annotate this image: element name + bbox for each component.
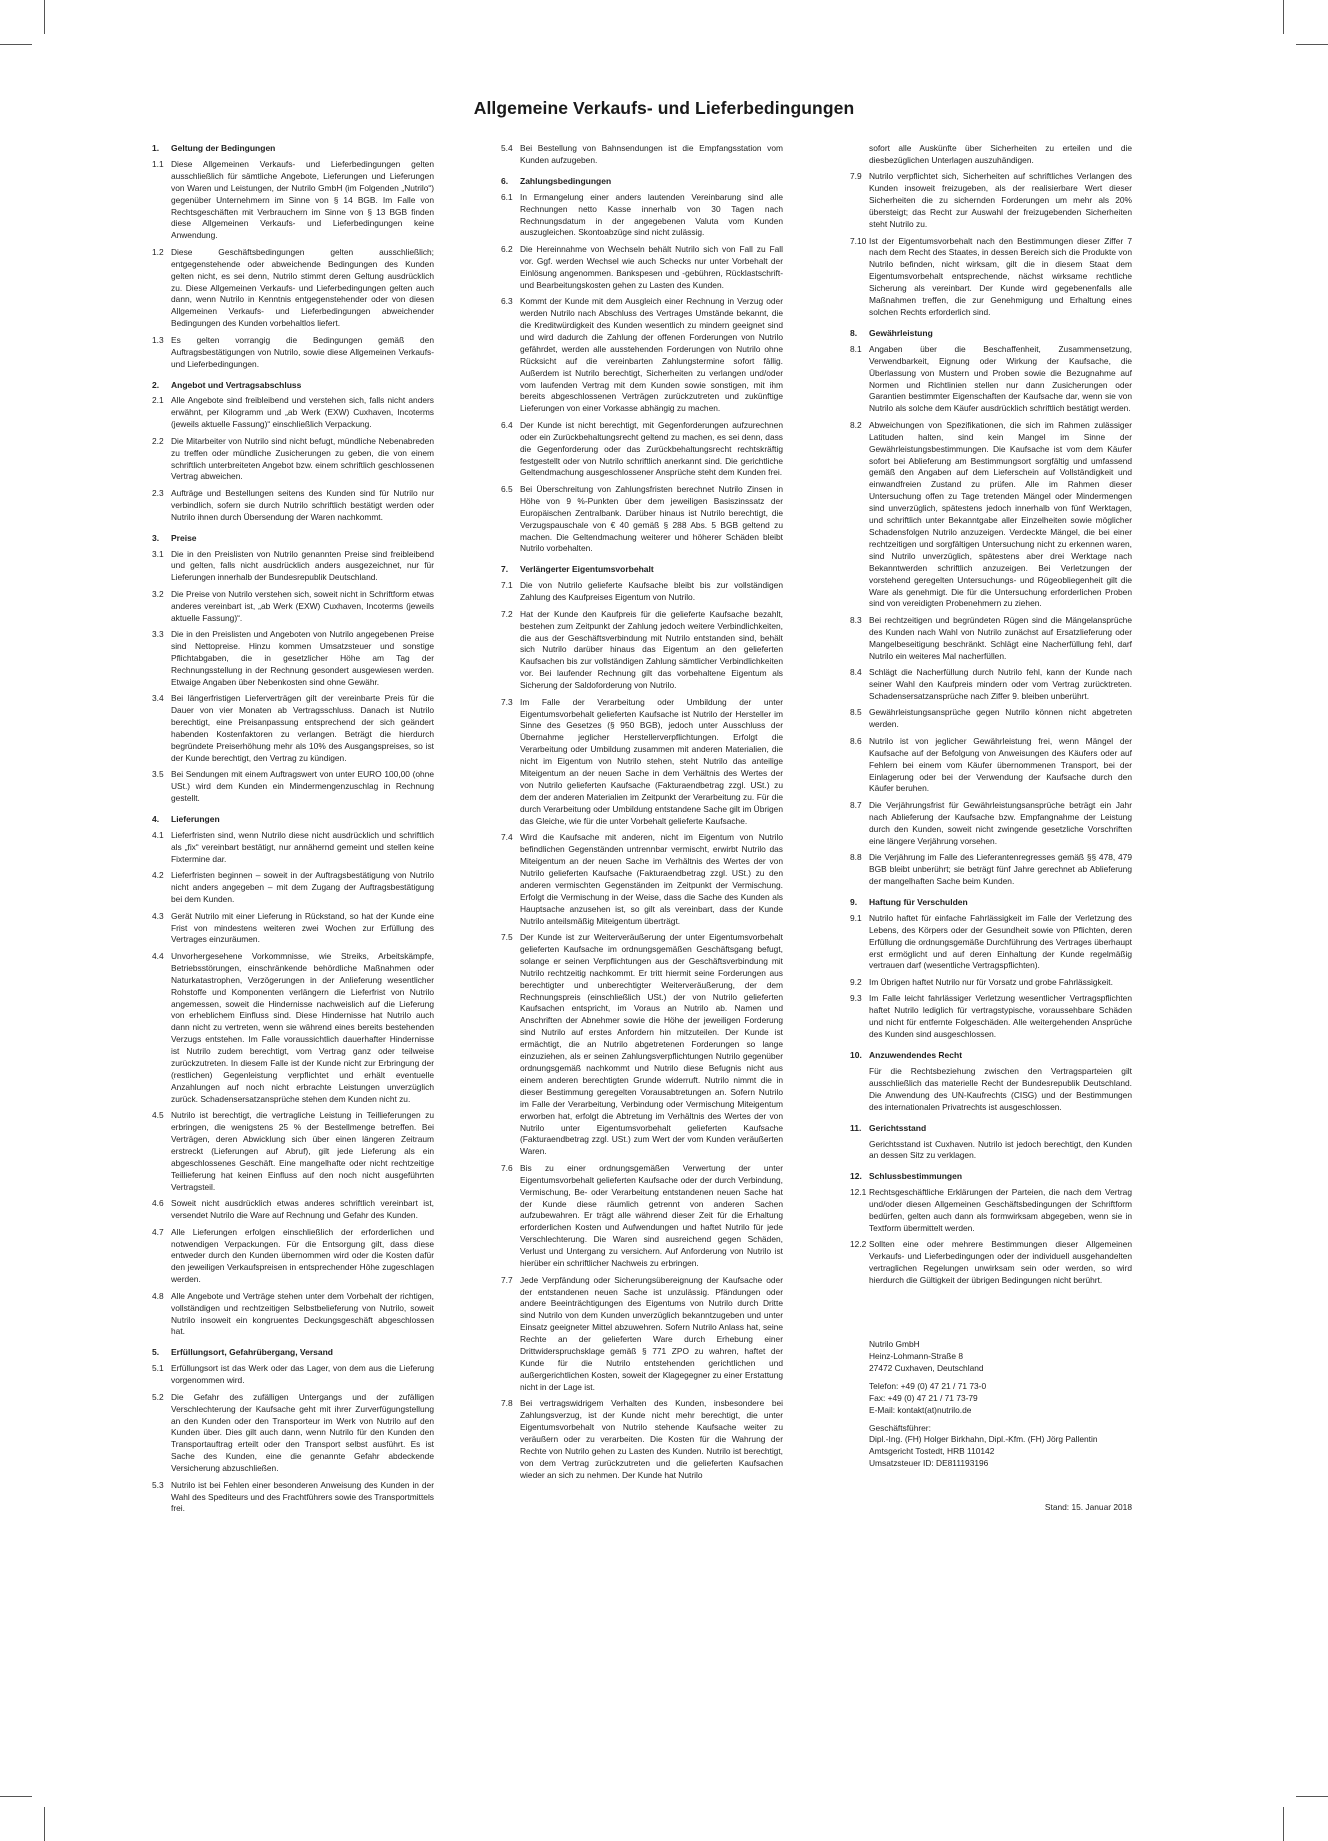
clause-number: 8.4 xyxy=(850,667,862,678)
section-heading xyxy=(152,533,434,545)
section-title: Geltung der Bedingungen xyxy=(171,143,276,153)
company-info xyxy=(850,1339,1132,1470)
clause-text: Der Kunde ist zur Weiterveräußerung der unter Eigentumsvorbehalt gelieferten Kaufsache im ordnungsgemäßen Geschäftsgang befugt, solange er seinen Verpflichtungen aus der Geschäftsverbindung mit Nutrilo rechtzeitig nachkommt. Er tritt hiermit seine Forderungen aus berechtigter und unberechtigter Weiterveräußerung, der dem Rechnungspreis (einschließlich USt.) der von Nutrilo gelieferten Kaufsachen entspricht, im Voraus an Nutrilo ab. Namen und Anschriften der Abnehmer sowie die Höhe der jeweiligen Forderung sind Nutrilo auf erstes Anfordern hin mitzuteilen. Der Kunde ist ermächtigt, die an Nutrilo abgetretenen Forderungen so lange einzuziehen, als er seinen Zahlungsverpflichtungen Nutrilo gegenüber ordnungsgemäß nachkommt und Nutrilo diese Befugnis nicht aus einem anderen berechtigten Grunde widerruft. Nutrilo nimmt die in dieser Bestimmung geregelten Vorausabtretungen an. Sofern Nutrilo im Falle der Verarbeitung, Verbindung oder Vermischung Miteigentum erworben hat, erfolgt die Abtretung im Verhältnis des Wertes der von Nutrilo unter Eigentumsvorbehalt gelieferten Kaufsache (Fakturaendbetrag zzgl. USt.) zum Wert der vom Kunden veräußerten Waren. xyxy=(520,932,783,1157)
clause-number: 5.2 xyxy=(152,1391,164,1402)
clause-number: 6.2 xyxy=(501,243,513,254)
clause-number xyxy=(850,1066,869,1114)
clause xyxy=(850,913,1132,973)
clause-number: 2.1 xyxy=(152,395,164,406)
text-column-1 xyxy=(152,143,434,1520)
clause xyxy=(152,1480,434,1516)
clause-number: 1.1 xyxy=(152,158,164,169)
clause-number: 7.1 xyxy=(501,580,513,591)
clause xyxy=(501,609,783,692)
section-title: Preise xyxy=(171,532,197,543)
clause xyxy=(501,697,783,828)
clause-number: 5.1 xyxy=(152,1363,164,1374)
company-street: Heinz-Lohmann-Straße 8 xyxy=(869,1350,964,1361)
clause-text: Nutrilo ist berechtigt, die vertragliche Leistung in Teillieferungen zu erbringen, die wenigstens 25 % der Bestellmenge betreffen. Bei Verträgen, deren Abwicklung sich über einen längeren Zeitraum erstreckt (Lieferungen auf Abruf), gilt jede Lieferung als ein abgeschlossenes Geschäft. Eine mangelhafte oder nicht rechtzeitige Teillieferung hat keinen Einfluss auf den noch nicht ausgeführten Vertragsteil. xyxy=(171,1110,434,1192)
clause-number: 3.1 xyxy=(152,548,164,559)
clause-number: 3. xyxy=(152,532,160,543)
clause-text: Bei Überschreitung von Zahlungsfristen berechnet Nutrilo Zinsen in Höhe von 9 %-Punkten über dem jeweiligen Basiszinssatz der Europäischen Zentralbank. Darüber hinaus ist Nutrilo berechtigt, die Verzugspauschale von € 40 gemäß § 288 Abs. 5 BGB geltend zu machen. Die Geltendmachung weiterer und höherer Schäden bleibt Nutrilo vorbehalten. xyxy=(520,483,783,554)
clause xyxy=(850,1239,1132,1287)
section-title: Haftung für Verschulden xyxy=(869,896,968,907)
crop-mark xyxy=(0,44,32,45)
clause xyxy=(152,830,434,866)
clause-text: Gerichtsstand ist Cuxhaven. Nutrilo ist jedoch berechtigt, den Kunden an dessen Sitz zu verklagen. xyxy=(869,1138,1132,1161)
clause-text: Wird die Kaufsache mit anderen, nicht im Eigentum von Nutrilo befindlichen Gegenständen untrennbar vermischt, erwirbt Nutrilo das Miteigentum an der neuen Sache im Verhältnis des Wertes der von Nutrilo gelieferten Kaufsache (Fakturaendbetrag zzgl. USt.) zu den anderen vermischten Gegenständen im Zeitpunkt der Vermischung. Erfolgt die Vermischung in der Weise, dass die Sache des Kunden als Hauptsache anzusehen ist, so gilt als vereinbart, dass der Kunde Nutrilo anteilsmäßig Miteigentum überträgt. xyxy=(520,832,783,926)
clause-number: 6.1 xyxy=(501,191,513,202)
clause xyxy=(501,420,783,480)
section-title: Erfüllungsort, Gefahrübergang, Versand xyxy=(171,1347,333,1358)
clause-number: 3.2 xyxy=(152,588,164,599)
clause-number: 7.9 xyxy=(850,171,862,182)
clause xyxy=(850,615,1132,663)
clause xyxy=(152,589,434,625)
clause-number: 4.7 xyxy=(152,1226,164,1237)
company-email: E-Mail: kontakt(at)nutrilo.de xyxy=(869,1404,972,1415)
company-city: 27472 Cuxhaven, Deutschland xyxy=(869,1362,984,1373)
clause xyxy=(152,159,434,242)
section-title: Anzuwendendes Recht xyxy=(869,1050,963,1061)
clause xyxy=(152,1198,434,1222)
section-title: Verlängerter Eigentumsvorbehalt xyxy=(520,564,654,575)
clause-number: 6.5 xyxy=(501,483,513,494)
clause-number: 1.2 xyxy=(152,246,164,257)
clause-number: 5.3 xyxy=(152,1479,164,1490)
clause xyxy=(501,832,783,927)
section-heading xyxy=(850,328,1132,340)
clause-number: 7.8 xyxy=(501,1398,513,1409)
clause-text: Die Verjährungsfrist für Gewährleistungsansprüche beträgt ein Jahr nach Ablieferung der Kaufsache bzw. Empfangnahme der Leistung durch den Kunden, soweit nicht zwingende gesetzliche Vorschriften eine längere Verjährung vorsehen. xyxy=(869,799,1132,846)
clause-text: Soweit nicht ausdrücklich etwas anderes schriftlich vereinbart ist, versendet Nutrilo die Ware auf Rechnung und Gefahr des Kunden. xyxy=(171,1198,434,1221)
clause xyxy=(850,344,1132,415)
section-title: Angebot und Vertragsabschluss xyxy=(171,379,302,390)
clause-number: 4.6 xyxy=(152,1198,164,1209)
clause xyxy=(152,436,434,484)
clause-number: 2.2 xyxy=(152,435,164,446)
clause-number: 7.6 xyxy=(501,1162,513,1173)
clause-text: Bei vertragswidrigem Verhalten des Kunden, insbesondere bei Zahlungsverzug, ist der Kunde nicht mehr berechtigt, die unter Eigentumsvorbehalt von Nutrilo stehende Kaufsache weiter zu veräußern oder zu verarbeiten. Die Kosten für die Wahrung der Rechte von Nutrilo gehen zu Lasten des Kunden. Nutrilo ist berechtigt, von dem Vertrag zurückzutreten und die gelieferten Kaufsachen wieder an sich zu nehmen. Der Kunde hat Nutrilo xyxy=(520,1398,783,1480)
section-heading xyxy=(850,1171,1132,1183)
clause-text: Es gelten vorrangig die Bedingungen gemäß den Auftragsbestätigungen von Nutrilo, sowie diese Allgemeinen Verkaufs- und Lieferbedingungen. xyxy=(171,334,434,369)
clause-number: 7.4 xyxy=(501,832,513,843)
section-heading xyxy=(850,897,1132,909)
clause-text: Rechtsgeschäftliche Erklärungen der Parteien, die nach dem Vertrag und/oder diesen Allgemeinen Geschäftsbedingungen der Schriftform bedürfen, gelten auch dann als formwirksam abgegeben, wenn sie in Textform übermittelt werden. xyxy=(869,1187,1132,1233)
company-name: Nutrilo GmbH xyxy=(869,1339,920,1350)
clause-text: Diese Allgemeinen Verkaufs- und Lieferbedingungen gelten ausschließlich für sämtliche Angebote, Lieferungen und Lieferungen von Waren und Leistungen, der Nutrilo GmbH (im Folgenden „Nutrilo“) gegenüber Unternehmern im Sinne von § 14 BGB. Im Falle von Rechtsgeschäften mit Verbrauchern im Sinne von § 13 BGB finden diese Allgemeinen Verkaufs- und Lieferbedingungen keine Anwendung. xyxy=(171,158,434,241)
clause xyxy=(850,420,1132,611)
clause-text: Sollten eine oder mehrere Bestimmungen dieser Allgemeinen Verkaufs- und Lieferbedingungen oder der individuell ausgehandelten vertraglichen Regelungen unwirksam sein oder werden, so wird hierdurch die Gültigkeit der übrigen Bedingungen nicht berührt. xyxy=(869,1239,1132,1286)
clause xyxy=(850,800,1132,848)
crop-mark xyxy=(1296,1796,1328,1797)
clause-text: Im Übrigen haftet Nutrilo nur für Vorsatz und grobe Fahrlässigkeit. xyxy=(869,976,1113,987)
clause-number: 5.4 xyxy=(501,143,513,153)
clause-number: 6. xyxy=(501,175,509,186)
company-fax: Fax: +49 (0) 47 21 / 71 73-79 xyxy=(869,1392,978,1403)
page-title: Allgemeine Verkaufs- und Lieferbedingungen xyxy=(473,98,855,118)
clause-text: Die Preise von Nutrilo verstehen sich, soweit nicht in Schriftform etwas anderes vereinbart ist, „ab Werk (EXW) Cuxhaven, Incoterms (jeweils aktuelle Fassung)“. xyxy=(171,588,434,623)
clause xyxy=(152,769,434,805)
clause xyxy=(152,951,434,1106)
clause-text: Im Falle leicht fahrlässiger Verletzung wesentlicher Vertragspflichten haftet Nutrilo lediglich für vertragstypische, voraussehbare Schäden und nicht für entfernte Folgeschäden. Alle weitergehenden Ansprüche des Kunden sind ausgeschlossen. xyxy=(869,993,1132,1040)
clause-number: 6.3 xyxy=(501,296,513,307)
clause xyxy=(152,1227,434,1287)
clause-text: Bei längerfristigen Lieferverträgen gilt der vereinbarte Preis für die Dauer von vier Monaten ab Vertragsschluss. Danach ist Nutrilo berechtigt, eine Preisanpassung entsprechend der sich geändert habenden Kostenfaktoren zu verlangen. Beträgt die hierdurch begründete Preiserhöhung mehr als 10% des Ausgangspreises, so ist der Kunde berechtigt, den Vertrag zu kündigen. xyxy=(171,693,434,763)
clause xyxy=(152,693,434,764)
clause-text: Die in den Preislisten und Angeboten von Nutrilo angegebenen Preise sind Nettopreise. Hinzu kommen Umsatzsteuer und sonstige Pflichtabgaben, die in gesetzlicher Höhe am Tag der Rechnungsstellung in der Rechnung gesondert ausgewiesen werden. Etwaige Angaben über Nebenkosten sind ohne Gewähr. xyxy=(171,629,434,687)
clause xyxy=(152,870,434,906)
clause-text: Die Mitarbeiter von Nutrilo sind nicht befugt, mündliche Nebenabreden zu treffen oder mündliche Zusicherungen zu geben, die von einem schriftlich unterbreiteten Angebot bzw. einem schriftlich geschlossenen Vertrag abweichen. xyxy=(171,435,434,482)
clause-text: Alle Angebote und Verträge stehen unter dem Vorbehalt der richtigen, vollständigen und rechtzeitigen Selbstbelieferung von Nutrilo, soweit Nutrilo insoweit ein kongruentes Deckungsgeschäft abgeschlossen hat. xyxy=(171,1290,434,1337)
clause-text: Gewährleistungsansprüche gegen Nutrilo können nicht abgetreten werden. xyxy=(869,707,1132,730)
clause-number: 4.8 xyxy=(152,1290,164,1301)
clause-text: Bei Bestellung von Bahnsendungen ist die Empfangsstation vom Kunden aufzugeben. xyxy=(520,143,783,165)
section-heading xyxy=(152,143,434,155)
clause-text: Nutrilo ist bei Fehlen einer besonderen Anweisung des Kunden in der Wahl des Spediteurs und des Frachtführers sowie des Transportmittels frei. xyxy=(171,1479,434,1514)
clause-text: Angaben über die Beschaffenheit, Zusammensetzung, Verwendbarkeit, Eignung oder Wirkung der Kaufsache, die Überlassung von Mustern und Proben sowie die Bezugnahme auf Normen und Richtlinien stellen nur dann Zusicherungen oder Garantien bestimmter Eigenschaften der Kaufsache dar, wenn sie von Nutrilo als solche dem Käufer ausdrücklich schriftlich bestätigt werden. xyxy=(869,343,1132,414)
clause-number: 7.10 xyxy=(850,235,867,246)
clause xyxy=(501,1275,783,1394)
crop-mark xyxy=(1283,0,1284,34)
clause-text: Erfüllungsort ist das Werk oder das Lager, von dem aus die Lieferung vorgenommen wird. xyxy=(171,1363,434,1386)
clause xyxy=(850,1139,1132,1163)
clause-number: 4.4 xyxy=(152,950,164,961)
clause-number: 2. xyxy=(152,379,160,390)
clause-text: Diese Geschäftsbedingungen gelten ausschließlich; entgegenstehende oder abweichende Bedingungen des Kunden gelten nicht, es sei denn, Nutrilo stimmt deren Geltung ausdrücklich zu. Diese Allgemeinen Verkaufs- und Lieferbedingungen gelten auch dann, wenn Nutrilo in Kenntnis entgegenstehender oder von diesen Allgemeinen Verkaufs- und Lieferbedingungen abweichender Bedingungen des Kunden vorbehaltlos liefert. xyxy=(171,246,434,329)
clause-number: 8.6 xyxy=(850,735,862,746)
clause-number: 3.3 xyxy=(152,629,164,640)
clause-text: Aufträge und Bestellungen seitens des Kunden sind für Nutrilo nur verbindlich, sofern sie durch Nutrilo schriftlich bestätigt werden oder Nutrilo ihnen durch Übersendung der Waren nachkommt. xyxy=(171,487,434,522)
clause-number: 8.3 xyxy=(850,614,862,625)
clause-number: 9. xyxy=(850,896,858,907)
clause xyxy=(850,171,1132,231)
clause xyxy=(152,1110,434,1193)
company-vat: Umsatzsteuer ID: DE811193196 xyxy=(869,1458,989,1469)
clause-text: Lieferfristen beginnen – soweit in der Auftragsbestätigung von Nutrilo nicht anders angegeben – mit dem Zugang der Auftragsbestätigung bei dem Kunden. xyxy=(171,870,434,905)
clause-text: Die Gefahr des zufälligen Untergangs und der zufälligen Verschlechterung der Kaufsache geht mit ihrer Zurverfügungstellung an den Kunden oder den Transporteur im Werk von Nutrilo auf den Kunden über. Dies gilt auch dann, wenn Nutrilo für den Kunden den Transportauftrag erteilt oder den Transport selbst ausführt. Es ist Sache des Kunden, eine die genannte Gefahr abdeckende Versicherung abzuschließen. xyxy=(171,1391,434,1474)
clause xyxy=(152,629,434,689)
section-heading xyxy=(152,1347,434,1359)
section-heading xyxy=(501,564,783,576)
clause xyxy=(501,244,783,292)
clause-number: 8.7 xyxy=(850,799,862,810)
clause xyxy=(501,932,783,1158)
clause-number: 7.7 xyxy=(501,1274,513,1285)
clause xyxy=(850,993,1132,1041)
clause xyxy=(152,488,434,524)
clause-text: Gerät Nutrilo mit einer Lieferung in Rückstand, so hat der Kunde eine Frist von mindestens weiteren zwei Wochen zur Erfüllung des Vertrages einzuräumen. xyxy=(171,910,434,945)
clause-number: 6.4 xyxy=(501,419,513,430)
section-title: Gerichtsstand xyxy=(869,1122,927,1133)
clause xyxy=(501,580,783,604)
clause-number: 1. xyxy=(152,143,160,153)
clause xyxy=(850,852,1132,888)
clause-number: 9.1 xyxy=(850,912,862,923)
clause-text: Nutrilo haftet für einfache Fahrlässigkeit im Falle der Verletzung des Lebens, des Körpers oder der Gesundheit sowie von Pflichten, deren Erfüllung die ordnungsgemäße Durchführung des Vertrages überhaupt erst ermöglicht und auf deren Einhaltung der Kunde regelmäßig vertrauen darf (wesentliche Vertragspflichten). xyxy=(869,912,1132,971)
clause xyxy=(501,484,783,555)
clause-number: 12. xyxy=(850,1171,862,1182)
clause-number: 7.5 xyxy=(501,932,513,943)
clause xyxy=(850,707,1132,731)
clause-number xyxy=(850,143,869,167)
clause xyxy=(501,296,783,415)
clause xyxy=(152,247,434,330)
clause-number: 11. xyxy=(850,1122,862,1133)
clause xyxy=(850,143,1132,167)
clause-text: In Ermangelung einer anders lautenden Vereinbarung sind alle Rechnungen netto Kasse innerhalb von 30 Tagen nach Rechnungsdatum in der angegebenen Valuta vom Kunden auszugleichen. Skontoabzüge sind nicht zulässig. xyxy=(520,191,783,238)
clause xyxy=(152,1291,434,1339)
clause-text: Für die Rechtsbeziehung zwischen den Vertragsparteien gilt ausschließlich das materielle Recht der Bundesrepublik Deutschland. Die Anwendung des UN-Kaufrechts (CISG) und der Bestimmungen des internationalen Privatrechts ist ausgeschlossen. xyxy=(869,1065,1132,1112)
section-heading xyxy=(152,380,434,392)
clause-number: 5. xyxy=(152,1347,160,1358)
clause-number: 12.1 xyxy=(850,1187,867,1198)
clause-number: 7.3 xyxy=(501,696,513,707)
clause-text: Im Falle der Verarbeitung oder Umbildung der unter Eigentumsvorbehalt gelieferten Kaufsache ist Nutrilo der Hersteller im Sinne des Gesetzes (§ 950 BGB), jedoch unter Ausschluss der Übernahme jeglicher Herstellerverpflichtungen. Erfolgt die Verarbeitung oder Umbildung zusammen mit anderen Materialien, die nicht im Eigentum von Nutrilo stehen, steht Nutrilo das anteilige Miteigentum an der neuen Sache in dem Verhältnis des Wertes der von Nutrilo gelieferten Kaufsache (Fakturaendbetrag zzgl. USt.) zu dem der anderen Materialien im Zeitpunkt der Verarbeitung zu. Für die durch Verarbeitung oder Umbildung entstandene Sache gilt im Übrigen das Gleiche, wie für die unter Vorbehalt gelieferte Kaufsache. xyxy=(520,696,783,826)
clause-number: 9.2 xyxy=(850,976,862,987)
clause xyxy=(152,911,434,947)
clause-text: Hat der Kunde den Kaufpreis für die gelieferte Kaufsache bezahlt, bestehen zum Zeitpunkt der Zahlung jedoch weitere Verbindlichkeiten, die aus der Geschäftsverbindung mit Nutrilo entstanden sind, behält sich Nutrilo darüber hinaus das Eigentum an den gelieferten Kaufsachen bis zur vollständigen Zahlung sämtlicher Verbindlichkeiten vor. Bei laufender Rechnung gilt das vorbehaltene Eigentum als Sicherung der Saldoforderung von Nutrilo. xyxy=(520,608,783,691)
text-column-2 xyxy=(501,143,783,1486)
clause xyxy=(850,1066,1132,1114)
clause-text: Die von Nutrilo gelieferte Kaufsache bleibt bis zur vollständigen Zahlung des Kaufpreises Eigentum von Nutrilo. xyxy=(520,580,783,603)
clause xyxy=(152,1363,434,1387)
clause xyxy=(501,192,783,240)
section-heading xyxy=(850,1123,1132,1135)
clause-text: sofort alle Auskünfte über Sicherheiten zu erteilen und die diesbezüglichen Unterlagen auszuhändigen. xyxy=(869,143,1132,165)
clause-text: Die Verjährung im Falle des Lieferantenregresses gemäß §§ 478, 479 BGB bleibt unberührt; sie beträgt fünf Jahre gerechnet ab Ablieferung der mangelhaften Sache beim Kunden. xyxy=(869,852,1132,886)
clause-text: Unvorhergesehene Vorkommnisse, wie Streiks, Arbeitskämpfe, Betriebsstörungen, einschränkende behördliche Maßnahmen oder Naturkatastrophen, Verzögerungen in der Anlieferung wesentlicher Rohstoffe und Komponenten verlängern die Lieferfrist von Nutrilo angemessen, soweit die Hindernisse nachweislich auf die Lieferung von erheblichem Einfluss sind. Diese Hindernisse hat Nutrilo auch dann nicht zu vertreten, wenn sie während eines bereits bestehenden Verzugs entstehen. Im Falle voraussichtlich dauerhafter Hindernisse ist Nutrilo zudem berechtigt, vom Vertrag ganz oder teilweise zurückzutreten. In diesem Falle ist der Kunde nicht zur Erbringung der (restlichen) Gegenleistung verpflichtet und erhält eventuelle Anzahlungen auf noch nicht erbrachte Leistungen unverzüglich zurück. Schadensersatzansprüche stehen dem Kunden nicht zu. xyxy=(171,950,434,1104)
clause-text: Jede Verpfändung oder Sicherungsübereignung der Kaufsache oder der entstandenen neuen Sache ist unzulässig. Pfändungen oder andere Beeinträchtigungen des Eigentums von Nutrilo durch Dritte sind Nutrilo von dem Kunden unverzüglich bekanntzugeben und unter Einsatz geeigneter Mittel abzuwehren. Sofern Nutrilo Anlass hat, seine Rechte an der gelieferten Ware durch Erhebung einer Drittwiderspruchsklage gemäß § 771 ZPO zu wahren, haftet der Kunde für die Nutrilo entstehenden gerichtlichen und außergerichtlichen Kosten, soweit der Klagegegner zu einer Erstattung nicht in der Lage ist. xyxy=(520,1274,783,1392)
clause-number: 8.2 xyxy=(850,419,862,430)
clause-number: 3.5 xyxy=(152,769,164,780)
clause-number: 2.3 xyxy=(152,487,164,498)
clause-text: Ist der Eigentumsvorbehalt nach den Bestimmungen dieser Ziffer 7 nach dem Recht des Staates, in dessen Bereich sich die Produkte von Nutrilo befinden, nicht wirksam, gilt die in diesem Staat dem Eigentumsvorbehalt entsprechende, nächst wirksame rechtliche Sicherung als vereinbart. Der Kunde wird gegebenenfalls alle Maßnahmen treffen, die zur Genehmigung und Erhaltung eines solchen Rechts erforderlich sind. xyxy=(869,235,1132,317)
clause-number: 8.8 xyxy=(850,852,862,863)
clause xyxy=(850,667,1132,703)
crop-mark xyxy=(1296,44,1328,45)
clause-number: 4.3 xyxy=(152,910,164,921)
clause-text: Nutrilo ist von jeglicher Gewährleistung frei, wenn Mängel der Kaufsache auf der Befolgung von Anweisungen des Käufers oder auf Fehlern bei einem vom Käufer übernommenen Transport, bei der Einlagerung oder bei der Verwendung der Kaufsache durch den Käufer beruhen. xyxy=(869,735,1132,794)
company-management-label: Geschäftsführer: xyxy=(869,1422,931,1433)
clause-number: 7.2 xyxy=(501,608,513,619)
clause xyxy=(501,1398,783,1481)
column-3-blocks xyxy=(850,143,1132,1287)
clause-number: 1.3 xyxy=(152,334,164,345)
clause-text: Bei rechtzeitigen und begründeten Rügen sind die Mängelansprüche des Kunden nach Wahl von Nutrilo zunächst auf Ersatzlieferung oder Mangelbeseitigung beschränkt. Schlägt eine Nacherfüllung fehl, darf Nutrilo ein weiteres Mal nacherfüllen. xyxy=(869,614,1132,661)
section-heading xyxy=(152,814,434,826)
company-court: Amtsgericht Tostedt, HRB 110142 xyxy=(869,1446,995,1457)
clause xyxy=(850,1187,1132,1235)
clause-number: 4.5 xyxy=(152,1110,164,1121)
clause-text: Kommt der Kunde mit dem Ausgleich einer Rechnung in Verzug oder werden Nutrilo nach Abschluss des Vertrages Umstände bekannt, die die Kreditwürdigkeit des Kunden wesentlich zu mindern geeignet sind und wird dadurch die Zahlung der offenen Forderungen von Nutrilo gefährdet, werden alle ausstehenden Forderungen von Nutrilo ohne Rücksicht auf die vereinbarten Zahlungstermine sofort fällig. Außerdem ist Nutrilo berechtigt, Sicherheiten zu verlangen und/oder vom laufenden Vertrag mit dem Kunden sowie sonstigen, mit ihm bereits abgeschlossenen Verträgen zurückzutreten und zukünftige Lieferungen von einer Vorkasse abhängig zu machen. xyxy=(520,296,783,414)
clause xyxy=(152,549,434,585)
clause xyxy=(850,977,1132,989)
clause-text: Die in den Preislisten von Nutrilo genannten Preise sind freibleibend und gelten, falls nicht ausdrücklich anders ausgezeichnet, nur für Lieferungen innerhalb der Bundesrepublik Deutschland. xyxy=(171,548,434,583)
text-column-3 xyxy=(850,143,1132,1514)
clause xyxy=(850,236,1132,319)
clause-number: 8.1 xyxy=(850,343,862,354)
clause-text: Lieferfristen sind, wenn Nutrilo diese nicht ausdrücklich und schriftlich als „fix“ vereinbart bestätigt, nur annähernd gemeint und stellen keine Fixtermine dar. xyxy=(171,829,434,864)
clause-text: Bei Sendungen mit einem Auftragswert von unter EURO 100,00 (ohne USt.) wird dem Kunden ein Mindermengenzuschlag in Rechnung gestellt. xyxy=(171,769,434,804)
crop-mark xyxy=(44,1807,45,1841)
clause-number: 9.3 xyxy=(850,993,862,1004)
clause-text: Alle Angebote sind freibleibend und verstehen sich, falls nicht anders erwähnt, per Kilogramm und „ab Werk (EXW) Cuxhaven, Incoterms (jeweils aktuelle Fassung)“ einschließlich Verpackung. xyxy=(171,395,434,430)
clause-number: 8. xyxy=(850,327,858,338)
clause-text: Abweichungen von Spezifikationen, die sich im Rahmen zulässiger Latituden halten, sind kein Mangel im Sinne der Gewährleistungsbestimmungen. Die Kaufsache ist vom dem Käufer sofort bei Ablieferung am Bestimmungsort sorgfältig und umfassend gemäß den Angaben auf dem Lieferschein auf Vollständigkeit und einwandfreien Zustand zu prüfen. Alle im Rahmen dieser Untersuchung offen zu Tage tretenden Mängel oder Mindermengen sind unverzüglich, spätestens jedoch innerhalb von fünf Werktagen, und schriftlich unter Bekanntgabe aller Einzelheiten sowie möglicher Schadensfolgen Nutrilo anzuzeigen. Verdeckte Mängel, die bei einer rechtzeitigen und sorgfältigen Untersuchung nicht zu erkennen waren, sind Nutrilo unverzüglich, spätestens aber drei Werktage nach Bekanntwerden schriftlich anzuzeigen. Bei Verletzungen der vorstehend geregelten Untersuchungs- und Rügeobliegenheit gilt die Ware als genehmigt. Die für die Untersuchung erforderlichen Proben sind von vereidigten Probenehmern zu ziehen. xyxy=(869,419,1132,609)
clause xyxy=(152,335,434,371)
clause xyxy=(152,1392,434,1475)
section-heading xyxy=(850,1050,1132,1062)
clause-number: 7. xyxy=(501,564,509,575)
clause-number: 3.4 xyxy=(152,693,164,704)
clause-text: Der Kunde ist nicht berechtigt, mit Gegenforderungen aufzurechnen oder ein Zurückbehaltungsrecht geltend zu machen, es sei denn, dass die Gegenforderung oder das Zurückbehaltungsrecht rechtskräftig festgestellt oder von Nutrilo schriftlich anerkannt sind. Die gerichtliche Geltendmachung ausgeschlossener Ansprüche steht dem Kunden frei. xyxy=(520,419,783,478)
document-date: Stand: 15. Januar 2018 xyxy=(1044,1502,1132,1513)
clause-number: 8.5 xyxy=(850,707,862,718)
clause xyxy=(501,1163,783,1270)
clause-text: Bis zu einer ordnungsgemäßen Verwertung der unter Eigentumsvorbehalt gelieferten Kaufsache oder der durch Verbindung, Vermischung, Be- oder Verarbeitung entstandenen neuen Sache hat der Kunde diese räumlich getrennt von anderen Sachen aufzubewahren. Er trägt alle während dieser Zeit für die Erhaltung erforderlichen Kosten und Aufwendungen und haftet Nutrilo für jede Verschlechterung. Die Waren sind ausreichend gegen Schäden, Verlust und Untergang zu versichern. Auf Anforderung von Nutrilo ist hierüber ein schriftlicher Nachweis zu erbringen. xyxy=(520,1162,783,1269)
clause xyxy=(152,395,434,431)
clause-number: 10. xyxy=(850,1050,862,1061)
clause xyxy=(501,143,783,167)
clause-text: Schlägt die Nacherfüllung durch Nutrilo fehl, kann der Kunde nach seiner Wahl den Kaufpreis mindern oder vom Vertrag zurücktreten. Schadensersatzansprüche nach Ziffer 9. bleiben unberührt. xyxy=(869,667,1132,701)
company-phone: Telefon: +49 (0) 47 21 / 71 73-0 xyxy=(869,1380,987,1391)
clause-text: Die Hereinnahme von Wechseln behält Nutrilo sich von Fall zu Fall vor. Ggf. werden Wechsel wie auch Schecks nur unter Vorbehalt der Einlösung angenommen. Bankspesen und -gebühren, Rücklastschrift- und Bearbeitungskosten gehen zu Lasten des Kunden. xyxy=(520,243,783,290)
clause-number: 12.2 xyxy=(850,1239,867,1250)
clause-number: 4.1 xyxy=(152,829,164,840)
section-title: Zahlungsbedingungen xyxy=(520,175,612,186)
crop-mark xyxy=(44,0,45,34)
section-heading xyxy=(501,176,783,188)
clause-number xyxy=(850,1139,869,1163)
clause-number: 4. xyxy=(152,814,160,825)
section-title: Schlussbestimmungen xyxy=(869,1171,963,1182)
section-title: Lieferungen xyxy=(171,814,220,825)
company-management: Dipl.-Ing. (FH) Holger Birkhahn, Dipl.-Kfm. (FH) Jörg Pallentin xyxy=(869,1434,1098,1445)
clause xyxy=(850,736,1132,796)
clause-number: 4.2 xyxy=(152,870,164,881)
crop-mark xyxy=(1283,1807,1284,1841)
section-title: Gewährleistung xyxy=(869,327,933,338)
clause-text: Nutrilo verpflichtet sich, Sicherheiten auf schriftliches Verlangen des Kunden insoweit freizugeben, als der realisierbare Wert dieser Sicherheiten die zu sichernden Forderungen um mehr als 20% übersteigt; das Recht zur Auswahl der freizugebenden Sicherheiten steht Nutrilo zu. xyxy=(869,171,1132,230)
crop-mark xyxy=(0,1796,32,1797)
clause-text: Alle Lieferungen erfolgen einschließlich der erforderlichen und notwendigen Verpackungen. Für die Entsorgung gilt, dass diese entweder durch den Kunden übernommen wird oder die Kosten dafür den jeweiligen Verkaufspreisen in entsprechender Höhe zugeschlagen werden. xyxy=(171,1226,434,1285)
